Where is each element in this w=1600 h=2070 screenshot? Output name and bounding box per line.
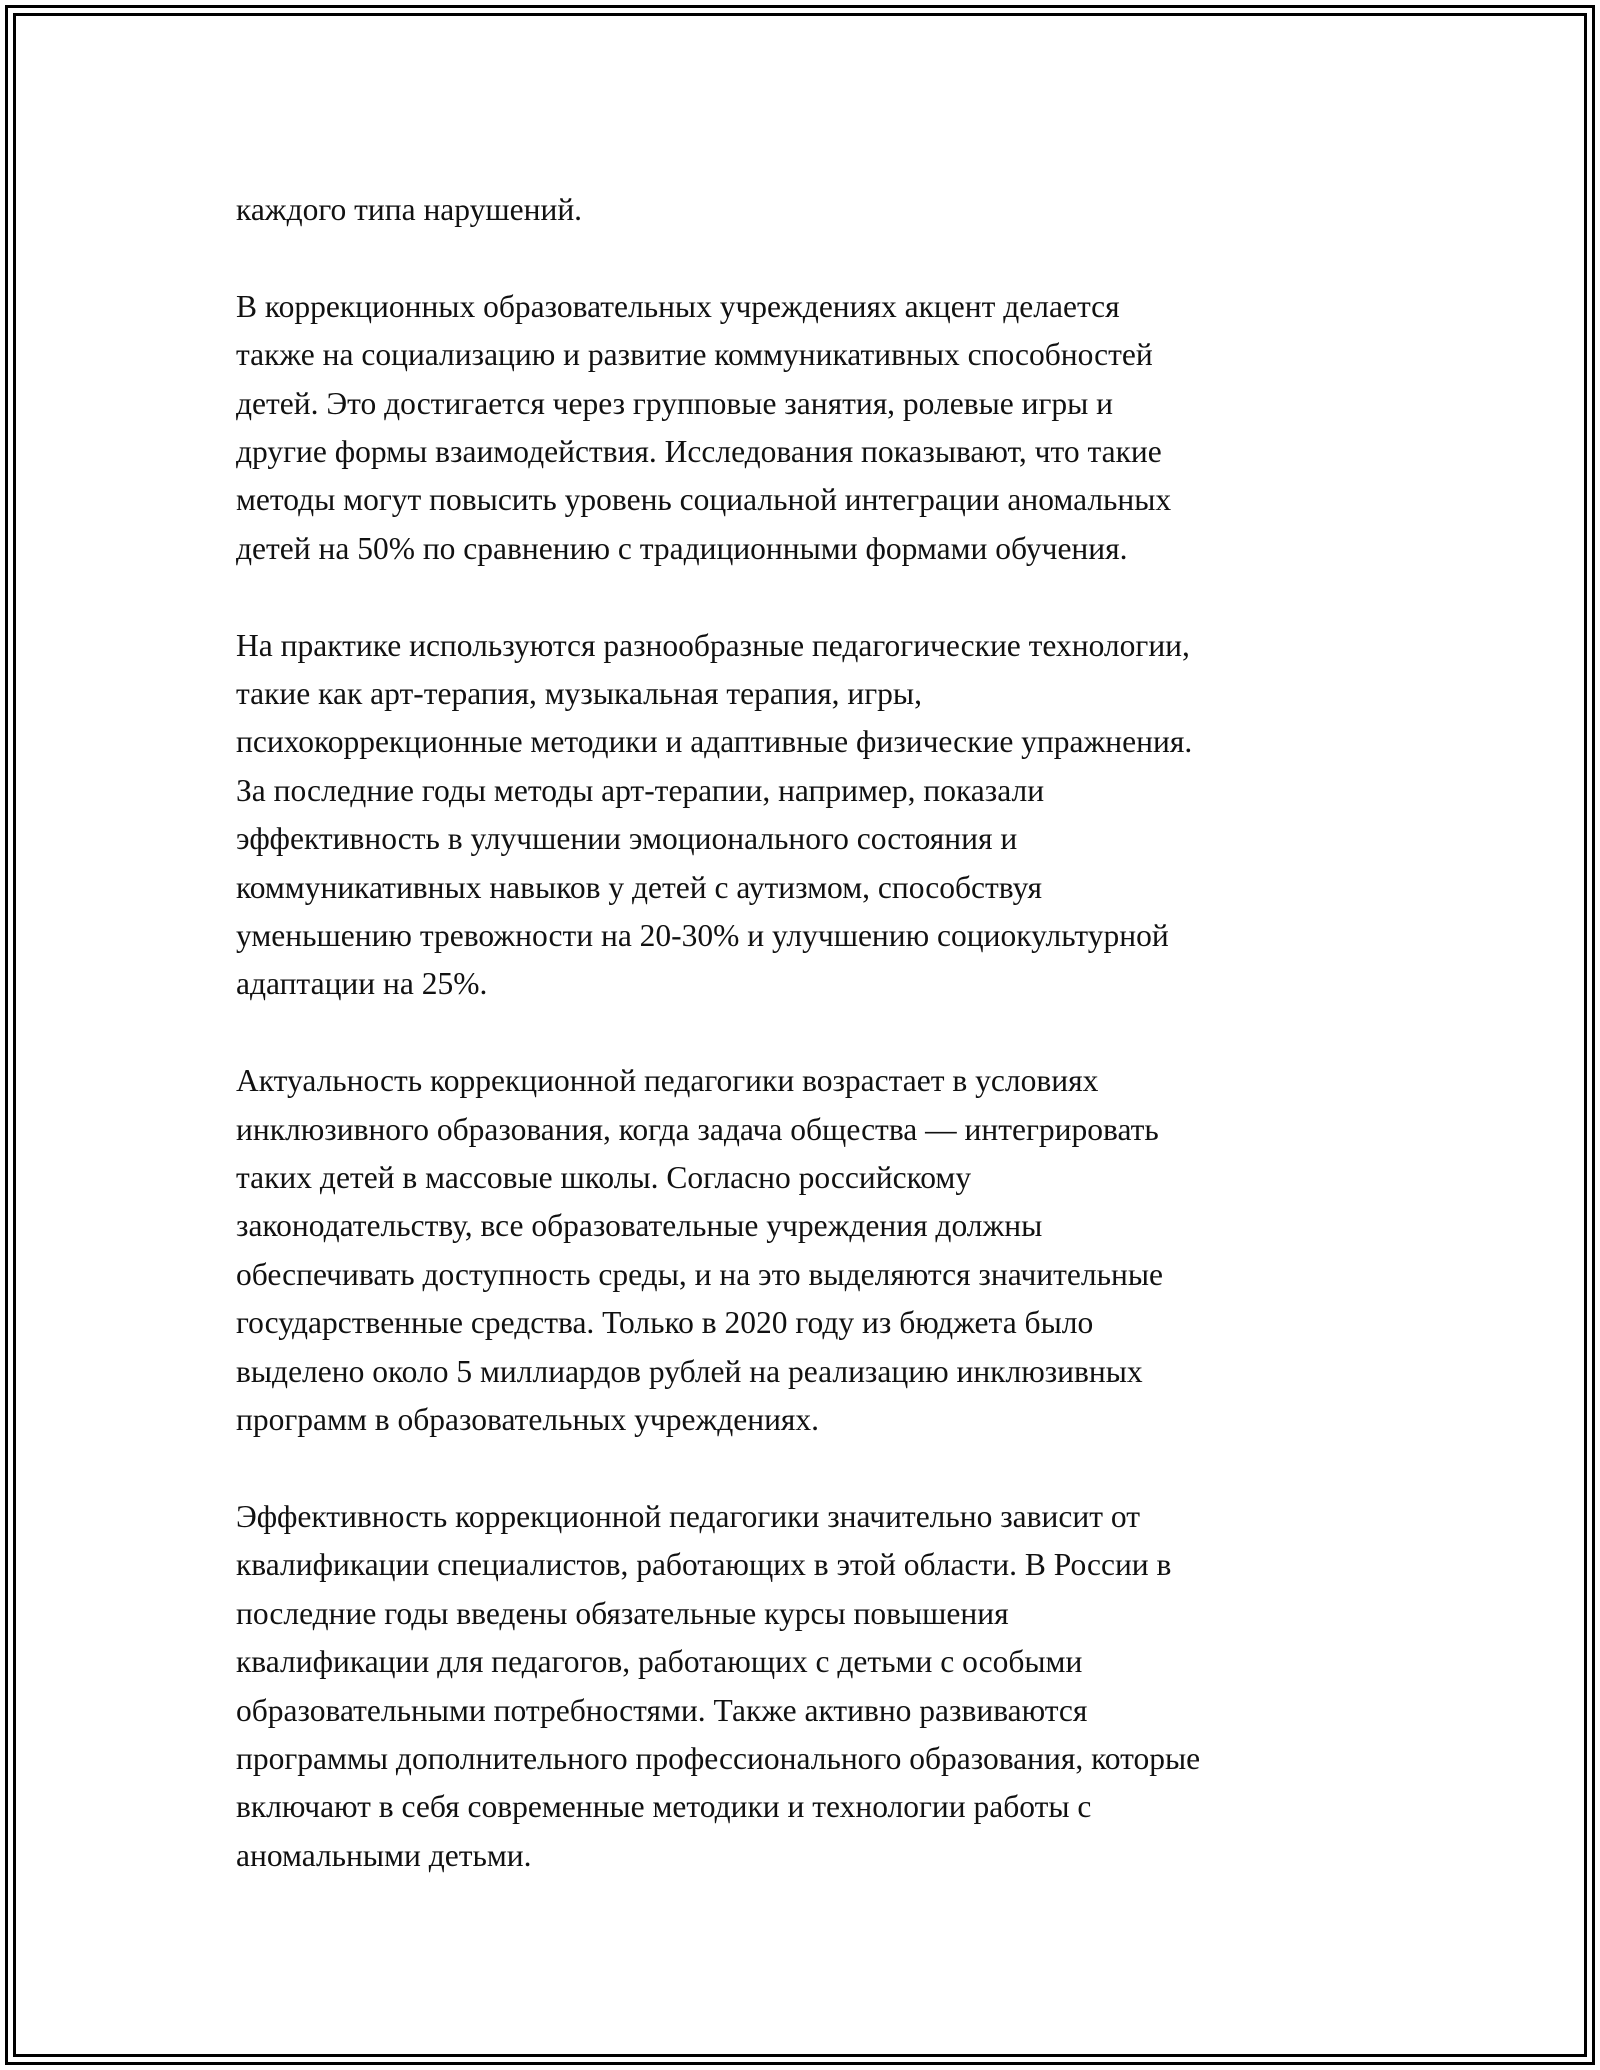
text-line: другие формы взаимодействия. Исследования показывают, что такие	[236, 434, 1162, 470]
text-line: аномальными детьми.	[236, 1837, 532, 1873]
paragraph	[236, 1493, 1376, 1880]
text-line: детей. Это достигается через групповые занятия, ролевые игры и	[236, 385, 1114, 421]
text-line: программы дополнительного профессионального образования, которые	[236, 1740, 1201, 1776]
text-line: коммуникативных навыков у детей с аутизмом, способствуя	[236, 869, 1043, 905]
paragraph	[236, 622, 1376, 1009]
text-line: уменьшению тревожности на 20-30% и улучшению социокультурной	[236, 918, 1169, 954]
text-line: методы могут повысить уровень социальной интеграции аномальных	[236, 482, 1172, 518]
text-line: инклюзивного образования, когда задача общества — интегрировать	[236, 1111, 1159, 1147]
text-line: За последние годы методы арт-терапии, например, показали	[236, 772, 1045, 808]
text-line: В коррекционных образовательных учреждениях акцент делается	[236, 288, 1120, 324]
text-line: адаптации на 25%.	[236, 966, 488, 1002]
text-line: образовательными потребностями. Также активно развиваются	[236, 1692, 1088, 1728]
text-line: такие как арт-терапия, музыкальная терапия, игры,	[236, 676, 922, 712]
text-line: включают в себя современные методики и технологии работы с	[236, 1789, 1092, 1825]
text-line: также на социализацию и развитие коммуникативных способностей	[236, 337, 1153, 373]
text-line: государственные средства. Только в 2020 году из бюджета было	[236, 1305, 1094, 1341]
paragraph	[236, 283, 1376, 573]
text-line: обеспечивать доступность среды, и на это выделяются значительные	[236, 1256, 1163, 1292]
text-line: эффективность в улучшении эмоционального состояния и	[236, 821, 1018, 857]
text-line: Эффективность коррекционной педагогики значительно зависит от	[236, 1498, 1140, 1534]
text-line: программ в образовательных учреждениях.	[236, 1402, 820, 1438]
text-line: последние годы введены обязательные курсы повышения	[236, 1595, 1009, 1631]
paragraph	[236, 186, 1376, 234]
document-body	[236, 186, 1376, 1929]
text-line: На практике используются разнообразные педагогические технологии,	[236, 627, 1190, 663]
text-line: таких детей в массовые школы. Согласно российскому	[236, 1160, 972, 1196]
text-line: квалификации специалистов, работающих в этой области. В России в	[236, 1547, 1172, 1583]
text-line: каждого типа нарушений.	[236, 192, 583, 227]
text-line: законодательству, все образовательные учреждения должны	[236, 1208, 1043, 1244]
text-line: психокоррекционные методики и адаптивные физические упражнения.	[236, 724, 1193, 760]
text-line: детей на 50% по сравнению с традиционными формами обучения.	[236, 530, 1128, 566]
text-line: квалификации для педагогов, работающих с детьми с особыми	[236, 1644, 1083, 1680]
text-line: выделено около 5 миллиардов рублей на реализацию инклюзивных	[236, 1353, 1143, 1389]
text-line: Актуальность коррекционной педагогики возрастает в условиях	[236, 1063, 1099, 1099]
paragraph	[236, 1057, 1376, 1444]
